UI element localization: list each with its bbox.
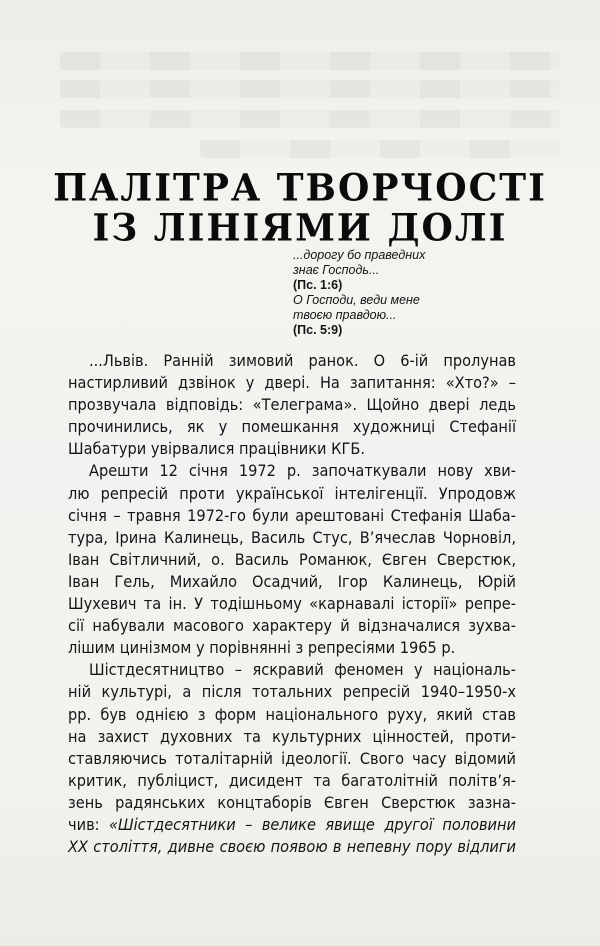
text-segment: чив: — [68, 814, 110, 834]
body-text — [68, 350, 516, 858]
epigraph-quote-2-line-2: твоєю правдою... — [293, 308, 397, 322]
epigraph-quote-1-line-1: ...дорогу бо праведних — [293, 248, 426, 262]
text-line: Арешти 12 січня 1972 р. започаткували нову хви- — [89, 461, 516, 481]
show-through-text — [60, 110, 560, 128]
epigraph-reference-2: (Пс. 5:9) — [293, 323, 343, 337]
text-line: тура, Ірина Калинець, Василь Стус, В’ячеслав Чорновіл, — [68, 527, 516, 547]
epigraph — [293, 248, 493, 338]
quote-segment: «Шістдесятники – велике явище другої половини — [109, 814, 517, 834]
text-line: зень радянських концтаборів Євген Сверстюк зазна- — [68, 792, 516, 812]
text-line: сії набували масового характеру й відзначалися зухва- — [68, 616, 516, 636]
chapter-title-line-2: ІЗ ЛІНІЯМИ ДОЛІ — [92, 205, 508, 251]
text-line: січня – травня 1972-го були арештовані Стефанія Шаба- — [68, 505, 516, 525]
text-line: Шістдесятництво – яскравий феномен у національ- — [89, 660, 516, 680]
text-line: критик, публіцист, дисидент та багатолітній політв’я- — [68, 770, 516, 790]
show-through-text — [60, 52, 560, 70]
quote-line: XX століття, дивне своєю появою в непевну пору відлиги — [68, 837, 516, 857]
text-line: ній культурі, а після тотальних репресій 1940–1950-х — [68, 682, 516, 702]
text-line: прозвучала відповідь: «Телеграма». Щойно двері ледь — [68, 395, 516, 415]
text-line: ...Львів. Ранній зимовий ранок. О 6-ій пролунав — [89, 351, 516, 370]
show-through-text — [200, 140, 560, 158]
text-line: ставляючись тоталітарній ідеології. Свого часу відомий — [68, 748, 516, 768]
show-through-text — [60, 80, 560, 98]
text-line: лішим цинізмом у порівнянні з репресіями 1965 р. — [68, 638, 456, 658]
text-line: прочинились, як у помешкання художниці Стефанії — [68, 417, 516, 437]
epigraph-quote-2-line-1: О Господи, веди мене — [293, 293, 420, 307]
text-line: Шабатури увірвалися працівники КГБ. — [68, 439, 365, 459]
text-line: на захист духовних та культурних цінностей, проти- — [68, 726, 516, 746]
epigraph-quote-1-line-2: знає Господь... — [293, 263, 380, 277]
chapter-title-line-1: ПАЛІТРА ТВОРЧОСТІ — [53, 165, 547, 211]
text-line: рр. був однією з форм національного руху, який став — [68, 704, 516, 724]
text-line: Шухевич та ін. У тодішньому «карнавалі історії» репре- — [68, 594, 516, 614]
text-line: Іван Гель, Михайло Осадчий, Ігор Калинець, Юрій — [68, 571, 516, 591]
text-line: настирливий дзвінок у двері. На запитання: «Хто?» – — [68, 373, 516, 393]
text-line-with-quote — [68, 814, 516, 836]
text-line: Іван Світличний, о. Василь Романюк, Євген Сверстюк, — [68, 549, 516, 569]
epigraph-reference-1: (Пс. 1:6) — [293, 278, 343, 292]
text-line: лю репресій проти української інтелігенції. Упродовж — [68, 483, 516, 503]
